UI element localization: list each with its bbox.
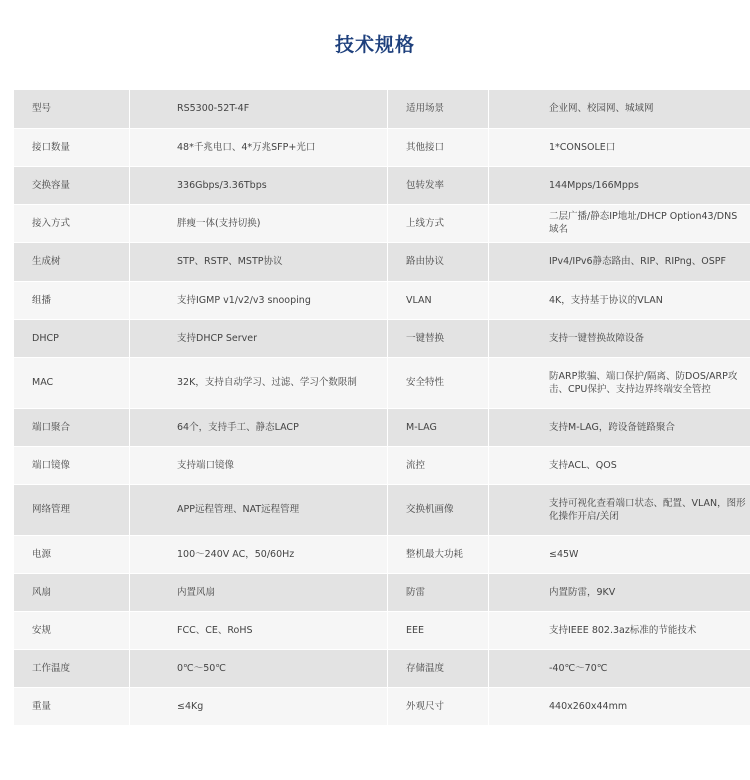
spec-value: ≤45W (489, 535, 750, 573)
spec-value: 4K，支持基于协议的VLAN (489, 281, 750, 319)
spec-label: 安规 (14, 611, 130, 649)
spec-label: 风扇 (14, 573, 130, 611)
spec-label: 交换机画像 (388, 484, 489, 535)
spec-value: 支持ACL、QOS (489, 446, 750, 484)
spec-label: 重量 (14, 687, 130, 725)
spec-value: ≤4Kg (130, 687, 388, 725)
page-title: 技术规格 (334, 34, 415, 56)
spec-value: 内置防雷，9KV (489, 573, 750, 611)
spec-value: FCC、CE、RoHS (130, 611, 388, 649)
spec-value: 二层广播/静态IP地址/DHCP Option43/DNS域名 (489, 204, 750, 242)
spec-value: APP远程管理、NAT远程管理 (130, 484, 388, 535)
spec-label: 其他接口 (388, 128, 489, 166)
spec-label: 包转发率 (388, 166, 489, 204)
spec-row (14, 128, 750, 166)
spec-row (14, 446, 750, 484)
spec-value: 32K，支持自动学习、过滤、学习个数限制 (130, 357, 388, 408)
spec-row (14, 484, 750, 535)
spec-label: 组播 (14, 281, 130, 319)
spec-value: 支持IEEE 802.3az标准的节能技术 (489, 611, 750, 649)
spec-value: 内置风扇 (130, 573, 388, 611)
spec-value: 支持可视化查看端口状态、配置、VLAN，图形化操作开启/关闭 (489, 484, 750, 535)
spec-row (14, 242, 750, 281)
spec-label: 端口镜像 (14, 446, 130, 484)
spec-value: 144Mpps/166Mpps (489, 166, 750, 204)
spec-value: 440x260x44mm (489, 687, 750, 725)
spec-value: 企业网、校园网、城域网 (489, 90, 750, 128)
spec-row (14, 535, 750, 573)
spec-label: 整机最大功耗 (388, 535, 489, 573)
spec-row (14, 649, 750, 687)
spec-row (14, 687, 750, 725)
spec-row (14, 90, 750, 128)
spec-label: 适用场景 (388, 90, 489, 128)
spec-value: 100～240V AC，50/60Hz (130, 535, 388, 573)
spec-row (14, 357, 750, 408)
spec-label: 安全特性 (388, 357, 489, 408)
spec-label: 防雷 (388, 573, 489, 611)
spec-value: 支持端口镜像 (130, 446, 388, 484)
spec-label: 网络管理 (14, 484, 130, 535)
spec-row (14, 611, 750, 649)
spec-label: M-LAG (388, 408, 489, 446)
spec-value: IPv4/IPv6静态路由、RIP、RIPng、OSPF (489, 242, 750, 281)
spec-label: 型号 (14, 90, 130, 128)
spec-value: RS5300-52T-4F (130, 90, 388, 128)
spec-label: 上线方式 (388, 204, 489, 242)
spec-value: 48*千兆电口、4*万兆SFP+光口 (130, 128, 388, 166)
spec-value: 64个，支持手工、静态LACP (130, 408, 388, 446)
spec-value: 0℃～50℃ (130, 649, 388, 687)
spec-table (14, 90, 750, 726)
spec-label: 生成树 (14, 242, 130, 281)
spec-label: 工作温度 (14, 649, 130, 687)
spec-row (14, 319, 750, 357)
spec-row (14, 166, 750, 204)
spec-value: 支持M-LAG，跨设备链路聚合 (489, 408, 750, 446)
spec-label: MAC (14, 357, 130, 408)
spec-label: 路由协议 (388, 242, 489, 281)
spec-value: 支持IGMP v1/v2/v3 snooping (130, 281, 388, 319)
spec-value: 支持DHCP Server (130, 319, 388, 357)
spec-label: 流控 (388, 446, 489, 484)
spec-label: EEE (388, 611, 489, 649)
spec-table-body (14, 90, 750, 725)
spec-label: DHCP (14, 319, 130, 357)
spec-value: -40℃～70℃ (489, 649, 750, 687)
spec-label: 外观尺寸 (388, 687, 489, 725)
spec-label: 电源 (14, 535, 130, 573)
spec-value: 胖瘦一体(支持切换) (130, 204, 388, 242)
spec-row (14, 408, 750, 446)
spec-label: VLAN (388, 281, 489, 319)
spec-value: 防ARP欺骗、端口保护/隔离、防DOS/ARP攻击、CPU保护、支持边界终端安全管控 (489, 357, 750, 408)
spec-row (14, 281, 750, 319)
spec-label: 接入方式 (14, 204, 130, 242)
spec-value: 支持一键替换故障设备 (489, 319, 750, 357)
spec-label: 存储温度 (388, 649, 489, 687)
spec-value: 336Gbps/3.36Tbps (130, 166, 388, 204)
spec-row (14, 573, 750, 611)
spec-row (14, 204, 750, 242)
spec-label: 接口数量 (14, 128, 130, 166)
spec-label: 端口聚合 (14, 408, 130, 446)
spec-label: 交换容量 (14, 166, 130, 204)
spec-value: 1*CONSOLE口 (489, 128, 750, 166)
spec-label: 一键替换 (388, 319, 489, 357)
spec-value: STP、RSTP、MSTP协议 (130, 242, 388, 281)
